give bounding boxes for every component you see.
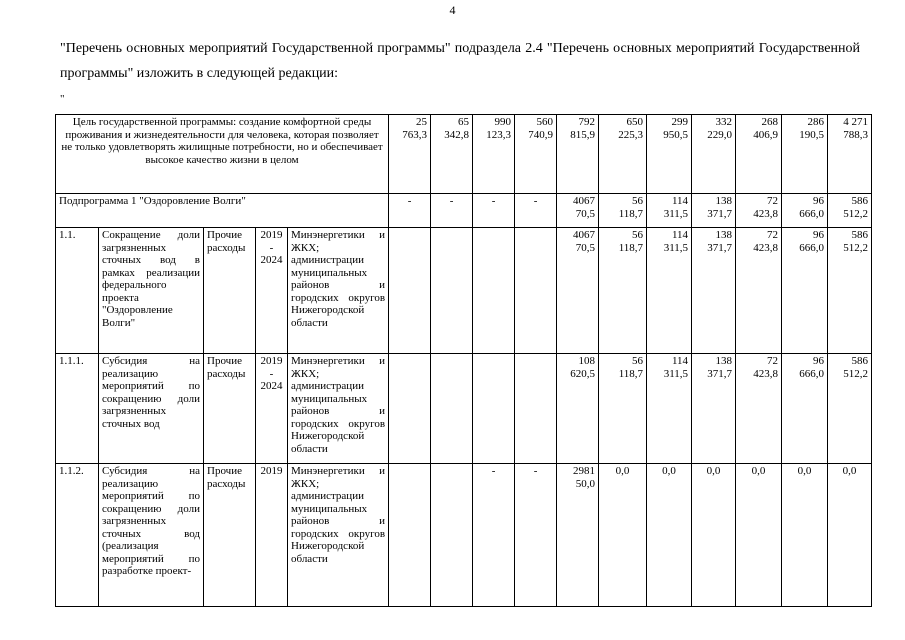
- goal-row: [56, 115, 872, 194]
- row-executor: Минэнергетики и ЖКХ; администрации муниципальных районов и городских округов Нижегородской области: [288, 464, 389, 607]
- row-category: Прочие расходы: [204, 354, 256, 464]
- opening-quote: ": [60, 93, 65, 105]
- subprogram-label: Подпрограмма 1 "Оздоровление Волги": [56, 194, 389, 228]
- subprogram-value: 4067 70,5: [557, 194, 599, 228]
- row-value: 586 512,2: [828, 228, 872, 354]
- row-value: 0,0: [692, 464, 736, 607]
- goal-value: 990 123,3: [473, 115, 515, 194]
- goal-value: 560 740,9: [515, 115, 557, 194]
- row-number: 1.1.2.: [56, 464, 99, 607]
- goal-value: 286 190,5: [782, 115, 828, 194]
- row-period: 2019 - 2024: [256, 354, 288, 464]
- row-value: 138 371,7: [692, 354, 736, 464]
- goal-value: 65 342,8: [431, 115, 473, 194]
- row-value: -: [473, 464, 515, 607]
- row-value: [473, 228, 515, 354]
- row-value: 96 666,0: [782, 354, 828, 464]
- table-row: [56, 228, 872, 354]
- row-value: [431, 464, 473, 607]
- row-number: 1.1.1.: [56, 354, 99, 464]
- row-value: 56 118,7: [599, 354, 647, 464]
- row-value: [431, 228, 473, 354]
- table-row: [56, 464, 872, 607]
- subprogram-value: 114 311,5: [647, 194, 692, 228]
- row-category: Прочие расходы: [204, 228, 256, 354]
- row-category: Прочие расходы: [204, 464, 256, 607]
- row-value: [515, 354, 557, 464]
- subprogram-value: 138 371,7: [692, 194, 736, 228]
- goal-label: Цель государственной программы: создание комфортной среды проживания и жизнедеятельности для человека, которая позволяет не только удовлетворять жилищные потребности, но и обеспечивает высокое качество жизни в целом: [56, 115, 389, 194]
- intro-paragraph: "Перечень основных мероприятий Государственной программы" подраздела 2.4 "Перечень основных мероприятий Государственной программы" изложить в следующей редакции:: [60, 41, 860, 81]
- row-value: 56 118,7: [599, 228, 647, 354]
- row-value: 108 620,5: [557, 354, 599, 464]
- subprogram-value: -: [389, 194, 431, 228]
- goal-value: 299 950,5: [647, 115, 692, 194]
- goal-value: 792 815,9: [557, 115, 599, 194]
- subprogram-value: -: [515, 194, 557, 228]
- row-value: [389, 464, 431, 607]
- row-period: 2019: [256, 464, 288, 607]
- row-value: 4067 70,5: [557, 228, 599, 354]
- row-value: -: [515, 464, 557, 607]
- subprogram-value: -: [431, 194, 473, 228]
- row-value: [515, 228, 557, 354]
- row-value: 114 311,5: [647, 354, 692, 464]
- subprogram-value: 586 512,2: [828, 194, 872, 228]
- row-value: 586 512,2: [828, 354, 872, 464]
- goal-value: 4 271 788,3: [828, 115, 872, 194]
- goal-value: 25 763,3: [389, 115, 431, 194]
- row-name: Сокращение доли загрязненных сточных вод в рамках реализации федерального проекта "Оздоровление Волги": [99, 228, 204, 354]
- row-number: 1.1.: [56, 228, 99, 354]
- row-value: [389, 354, 431, 464]
- row-value: [473, 354, 515, 464]
- subprogram-value: 96 666,0: [782, 194, 828, 228]
- row-value: 138 371,7: [692, 228, 736, 354]
- row-value: 0,0: [599, 464, 647, 607]
- row-value: 72 423,8: [736, 228, 782, 354]
- subprogram-row: [56, 194, 872, 228]
- activities-table: [55, 114, 872, 607]
- row-value: 96 666,0: [782, 228, 828, 354]
- goal-value: 650 225,3: [599, 115, 647, 194]
- subprogram-value: 72 423,8: [736, 194, 782, 228]
- subprogram-value: -: [473, 194, 515, 228]
- row-executor: Минэнергетики и ЖКХ; администрации муниципальных районов и городских округов Нижегородской области: [288, 354, 389, 464]
- row-value: 0,0: [647, 464, 692, 607]
- subprogram-value: 56 118,7: [599, 194, 647, 228]
- row-name: Субсидия на реализацию мероприятий по сокращению доли загрязненных сточных вод: [99, 354, 204, 464]
- table-row: [56, 354, 872, 464]
- goal-value: 332 229,0: [692, 115, 736, 194]
- row-name: Субсидия на реализацию мероприятий по сокращению доли загрязненных сточных вод (реализация мероприятий по разработке проект-: [99, 464, 204, 607]
- row-value: 0,0: [782, 464, 828, 607]
- row-value: 114 311,5: [647, 228, 692, 354]
- row-period: 2019 - 2024: [256, 228, 288, 354]
- row-value: 0,0: [736, 464, 782, 607]
- row-value: [389, 228, 431, 354]
- row-value: [431, 354, 473, 464]
- row-value: 0,0: [828, 464, 872, 607]
- page-number: 4: [449, 3, 456, 17]
- row-value: 2981 50,0: [557, 464, 599, 607]
- row-value: 72 423,8: [736, 354, 782, 464]
- goal-value: 268 406,9: [736, 115, 782, 194]
- row-executor: Минэнергетики и ЖКХ; администрации муниципальных районов и городских округов Нижегородской области: [288, 228, 389, 354]
